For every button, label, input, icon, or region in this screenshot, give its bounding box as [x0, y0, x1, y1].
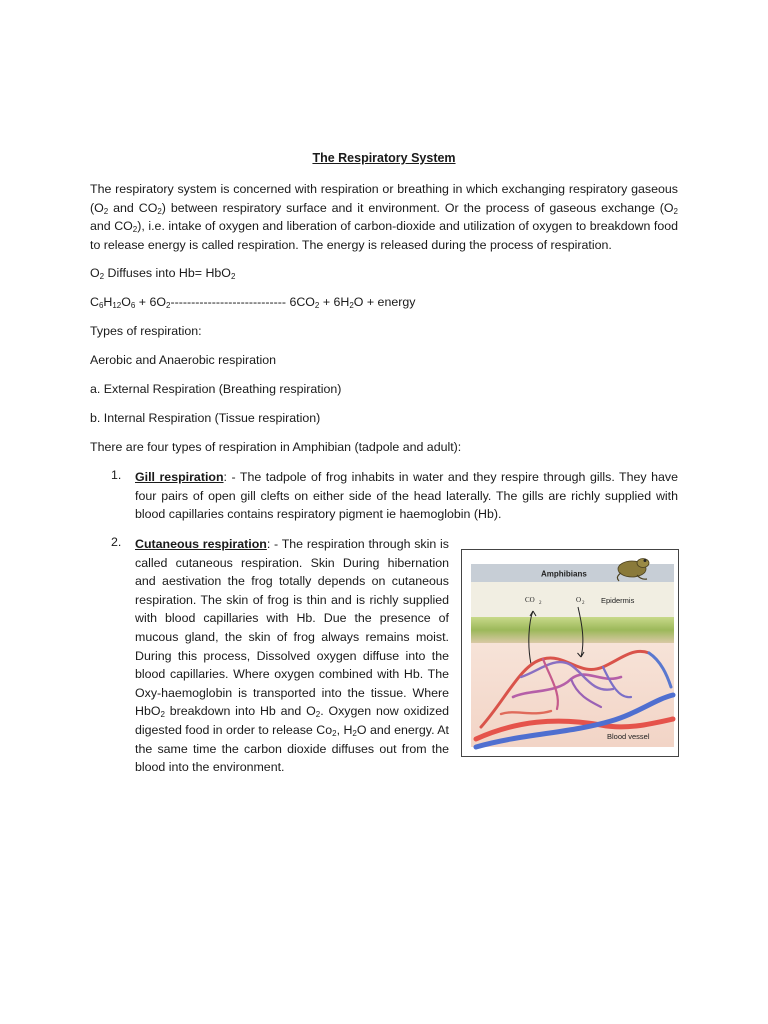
- svg-text:2: 2: [539, 601, 542, 606]
- internal-respiration-line: b. Internal Respiration (Tissue respiration): [90, 411, 321, 425]
- list-number-1: 1.: [111, 468, 122, 482]
- aerobic-line: Aerobic and Anaerobic respiration: [90, 353, 276, 367]
- epidermis-label: Epidermis: [601, 596, 635, 605]
- page-title: The Respiratory System: [312, 151, 456, 165]
- list-number-2: 2.: [111, 535, 122, 549]
- skin-respiration-figure: [461, 549, 679, 757]
- diffusion-line: $O_2$ Diffuses into Hb= HbO$_2$: [90, 266, 236, 281]
- o2-label: O: [576, 596, 582, 604]
- svg-text:2: 2: [582, 601, 585, 606]
- external-respiration-line: a. External Respiration (Breathing respiration): [90, 382, 342, 396]
- air-layer: [471, 582, 674, 617]
- co2-label: CO: [525, 596, 535, 604]
- gill-respiration-term: Gill respiration: [135, 470, 224, 484]
- types-heading: Types of respiration:: [90, 324, 202, 338]
- cutaneous-respiration-item: Cutaneous respiration: - The respiration through skin is called cutaneous respiration. Skin During hibernation and aestivation the frog totally depends on cutaneous respiration. The skin of frog is thin and is richly supplied with blood capillaries with Hb. Due the presence of mucous gland, the skin of frog always remains moist. During this process, Dissolved oxygen diffuse into the blood capillaries. Where oxygen combined with Hb. The Oxy-haemoglobin is transported into the tissue. Where HbO$_2$ breakdown into Hb and $O_2$. Oxygen now oxidized digested food in order to release $Co_2$, $H_2O$ and energy. At the same time the carbon dioxide diffuses out from the blood into the environment.: [135, 537, 449, 775]
- intro-paragraph: The respiratory system is concerned with respiration or breathing in which exchanging respiratory gaseous ($O_2$ and $CO_2$) between respiratory surface and it environment. Or the process of gaseous exchange ($O_2$ and $CO_2$), i.e. intake of oxygen and liberation of carbon-dioxide and utilization of oxygen to breakdown food to release energy is called respiration. The energy is released during the process of respiration.: [90, 182, 678, 252]
- respiration-equation: $C_6H_{12}O_6 + 6O_2----------------------------$ $6CO_2 + 6H_2O$ + energy: [90, 295, 416, 310]
- epidermis-layer: [471, 617, 674, 643]
- gill-respiration-item: Gill respiration: - The tadpole of frog inhabits in water and they respire through gills. They have four pairs of open gill clefts on either side of the head laterally. The gills are richly supplied with blood capillaries contains respiratory pigment ie haemoglobin (Hb).: [135, 470, 678, 522]
- blood-vessel-label: Blood vessel: [607, 732, 650, 741]
- four-types-line: There are four types of respiration in Amphibian (tadpole and adult):: [90, 440, 462, 454]
- cutaneous-respiration-term: Cutaneous respiration: [135, 537, 267, 551]
- skin-diagram: [461, 549, 679, 757]
- figure-header-label: Amphibians: [541, 569, 587, 579]
